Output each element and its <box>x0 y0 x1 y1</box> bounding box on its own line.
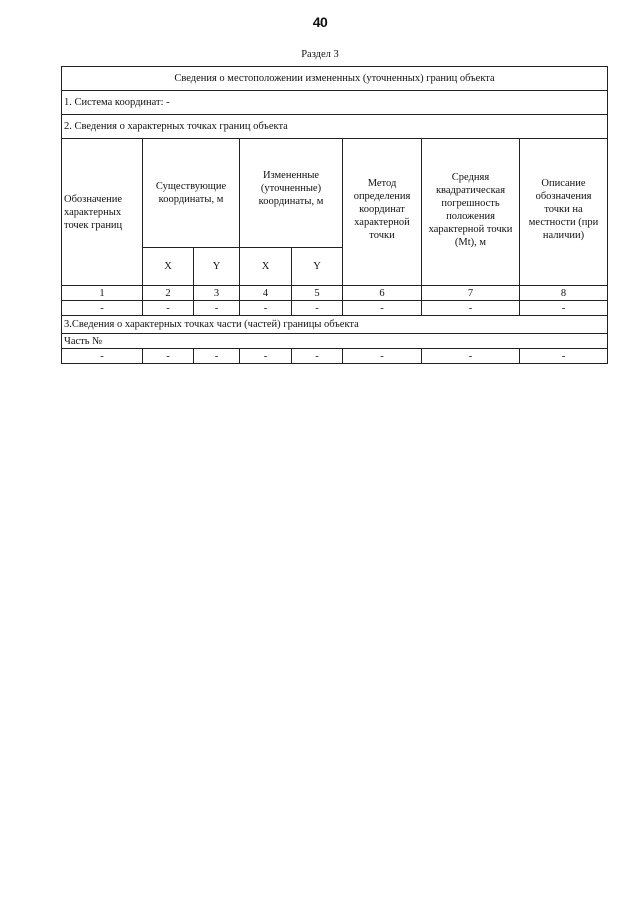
table-cell: - <box>194 301 240 316</box>
coordinate-system-row <box>62 91 608 115</box>
header-row <box>62 139 608 248</box>
header-method: Метод определения координат характерной точки <box>343 139 422 286</box>
table-title-row <box>62 67 608 91</box>
column-number: 1 <box>62 286 143 301</box>
table-cell: - <box>194 349 240 364</box>
parts-heading: 3.Сведения о характерных точках части (частей) границы объекта <box>62 316 608 334</box>
coordinate-system: 1. Система координат: - <box>62 91 608 115</box>
table-cell: - <box>292 349 343 364</box>
table-cell: - <box>422 301 520 316</box>
table-cell: - <box>62 301 143 316</box>
header-error: Средняя квадратическая погрешность положения характерной точки (Mt), м <box>422 139 520 286</box>
section-title: Раздел 3 <box>301 49 339 60</box>
table-cell: - <box>143 349 194 364</box>
header-changed-y: Y <box>292 248 343 286</box>
header-existing-x: X <box>143 248 194 286</box>
part-label-row <box>62 334 608 349</box>
table-row <box>62 349 608 364</box>
column-numbers-row <box>62 286 608 301</box>
column-number: 2 <box>143 286 194 301</box>
table-row <box>62 301 608 316</box>
table-cell: - <box>292 301 343 316</box>
points-heading-row <box>62 115 608 139</box>
table-cell: - <box>343 301 422 316</box>
column-number: 7 <box>422 286 520 301</box>
table-title: Сведения о местоположении измененных (уточненных) границ объекта <box>62 67 608 91</box>
header-changed-x: X <box>240 248 292 286</box>
table-cell: - <box>240 349 292 364</box>
table-cell: - <box>343 349 422 364</box>
table-cell: - <box>520 349 608 364</box>
part-label: Часть № <box>62 334 608 349</box>
table-cell: - <box>62 349 143 364</box>
column-number: 8 <box>520 286 608 301</box>
header-changed-coords: Измененные (уточненные) координаты, м <box>240 139 343 248</box>
column-number: 3 <box>194 286 240 301</box>
page-number: 40 <box>312 14 328 30</box>
table-cell: - <box>143 301 194 316</box>
header-point-designation: Обозначение характерных точек границ <box>62 139 143 286</box>
column-number: 6 <box>343 286 422 301</box>
boundary-points-table <box>61 66 608 364</box>
column-number: 4 <box>240 286 292 301</box>
header-description: Описание обозначения точки на местности (при наличии) <box>520 139 608 286</box>
points-heading: 2. Сведения о характерных точках границ объекта <box>62 115 608 139</box>
parts-heading-row <box>62 316 608 334</box>
table-cell: - <box>520 301 608 316</box>
table-cell: - <box>240 301 292 316</box>
column-number: 5 <box>292 286 343 301</box>
header-existing-coords: Существующие координаты, м <box>143 139 240 248</box>
header-existing-y: Y <box>194 248 240 286</box>
table-cell: - <box>422 349 520 364</box>
